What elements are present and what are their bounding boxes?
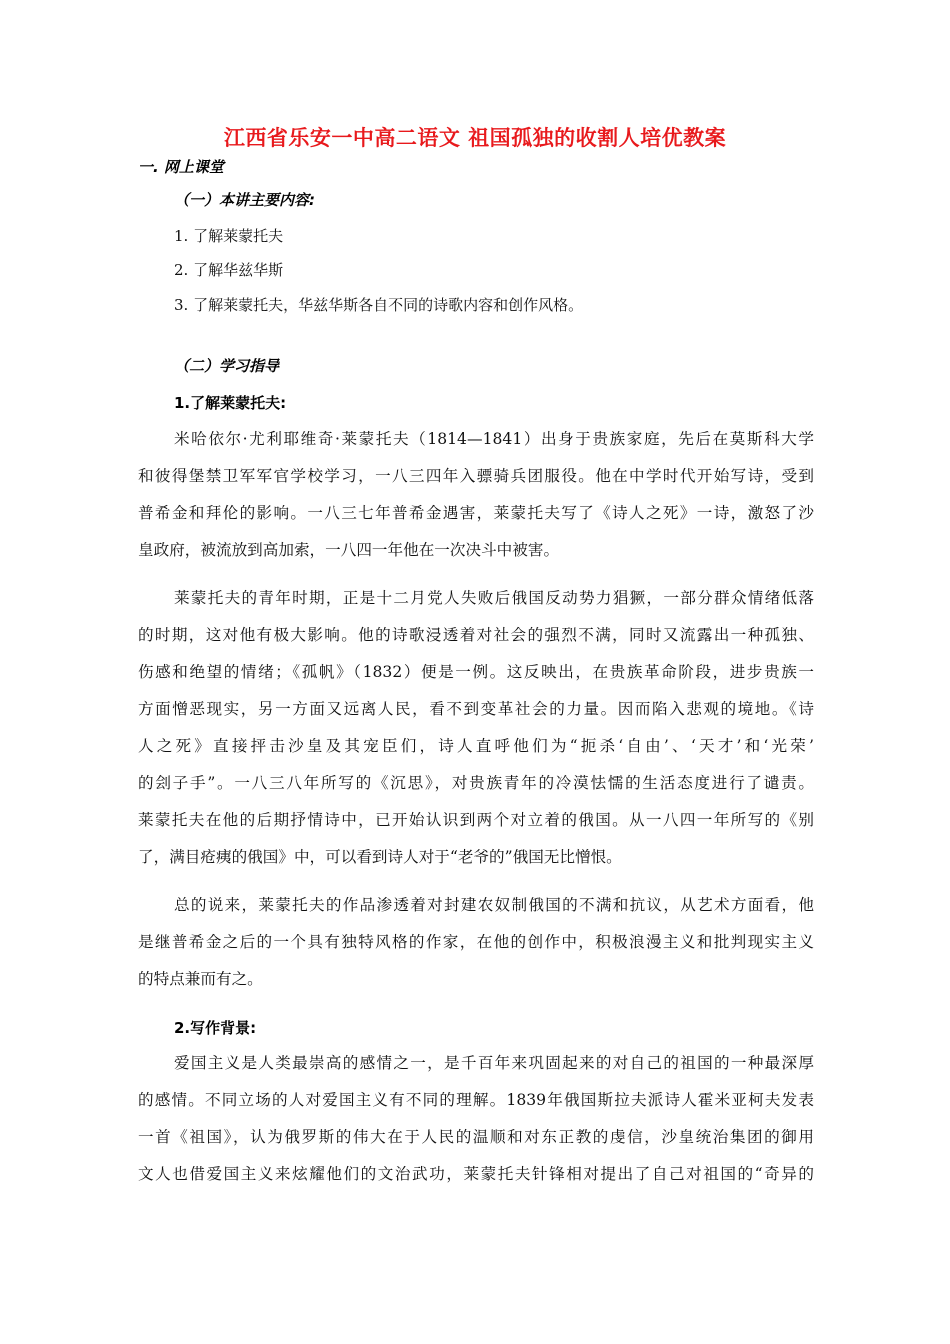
text-line: 普希金和拜伦的影响。一八三七年普希金遇害，莱蒙托夫写了《诗人之死》一诗，激怒了沙 <box>138 504 814 522</box>
section-heading-online-class: 一. 网上课堂 <box>138 158 224 176</box>
text-line: 的感情。不同立场的人对爱国主义有不同的理解。1839年俄国斯拉夫派诗人霍米亚柯夫发表 <box>138 1091 814 1109</box>
text-line: 爱国主义是人类最崇高的感情之一，是千百年来巩固起来的对自己的祖国的一种最深厚 <box>174 1054 814 1072</box>
list-item: 1. 了解莱蒙托夫 <box>174 227 284 245</box>
document-title: 江西省乐安一中高二语文 祖国孤独的收割人培优教案 <box>223 126 727 150</box>
text-line: 的时期，这对他有极大影响。他的诗歌浸透着对社会的强烈不满，同时又流露出一种孤独、 <box>138 626 814 644</box>
topic-heading-background: 2.写作背景: <box>174 1019 257 1037</box>
text-line: 是继普希金之后的一个具有独特风格的作家，在他的创作中，积极浪漫主义和批判现实主义 <box>138 933 814 951</box>
text-line: 方面憎恶现实，另一方面又远离人民，看不到变革社会的力量。因而陷入悲观的境地。《诗 <box>138 700 814 718</box>
text-line: 了，满目疮痍的俄国》中，可以看到诗人对于“老爷的”俄国无比憎恨。 <box>138 848 622 866</box>
topic-heading-lermontov: 1.了解莱蒙托夫: <box>174 394 287 412</box>
text-line: 总的说来，莱蒙托夫的作品渗透着对封建农奴制俄国的不满和抗议，从艺术方面看，他 <box>174 896 814 914</box>
text-line: 的刽子手”。一八三八年所写的《沉思》，对贵族青年的冷漠怯懦的生活态度进行了谴责。 <box>138 774 814 792</box>
text-line: 莱蒙托夫在他的后期抒情诗中，已开始认识到两个对立着的俄国。从一八四一年所写的《别 <box>138 811 814 829</box>
text-line: 人之死》直接抨击沙皇及其宠臣们，诗人直呼他们为“扼杀‘自由’、‘天才’和‘光荣’ <box>138 737 814 755</box>
text-line: 伤感和绝望的情绪；《孤帆》（1832）便是一例。这反映出，在贵族革命阶段，进步贵族一 <box>138 663 814 681</box>
subsection-heading-study-guide: （二）学习指导 <box>174 357 280 375</box>
text-line: 文人也借爱国主义来炫耀他们的文治武功，莱蒙托夫针锋相对提出了自己对祖国的“奇异的 <box>138 1165 814 1183</box>
text-line: 一首《祖国》，认为俄罗斯的伟大在于人民的温顺和对东正教的虔信，沙皇统治集团的御用 <box>138 1128 814 1146</box>
text-line: 和彼得堡禁卫军军官学校学习，一八三四年入骠骑兵团服役。他在中学时代开始写诗，受到 <box>138 467 814 485</box>
subsection-heading-main-content: （一）本讲主要内容: <box>174 191 315 209</box>
text-line: 莱蒙托夫的青年时期，正是十二月党人失败后俄国反动势力猖獗，一部分群众情绪低落 <box>174 589 814 607</box>
list-item: 3. 了解莱蒙托夫，华兹华斯各自不同的诗歌内容和创作风格。 <box>174 296 584 314</box>
text-line: 的特点兼而有之。 <box>138 970 263 988</box>
list-item: 2. 了解华兹华斯 <box>174 261 284 279</box>
text-line: 米哈依尔·尤利耶维奇·莱蒙托夫（1814—1841）出身于贵族家庭，先后在莫斯科大学 <box>174 430 814 448</box>
text-line: 皇政府，被流放到高加索，一八四一年他在一次决斗中被害。 <box>138 541 560 559</box>
